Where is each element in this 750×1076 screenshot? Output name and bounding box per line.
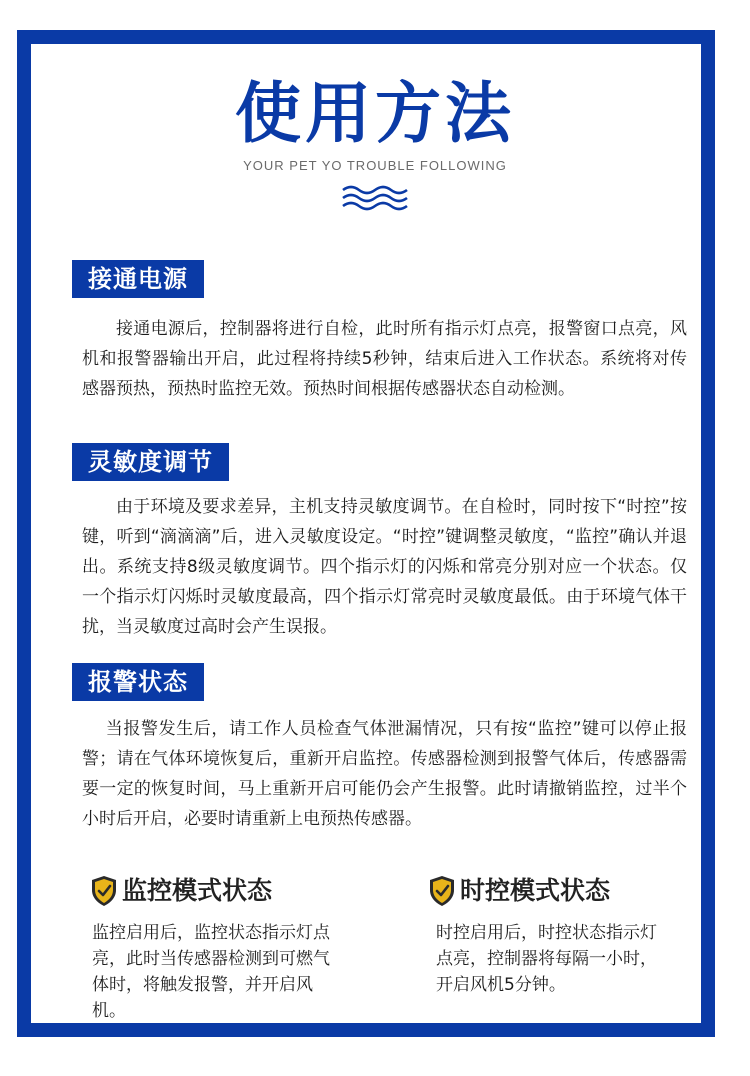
page-subtitle: YOUR PET YO TROUBLE FOLLOWING — [243, 158, 507, 173]
wave-icon — [341, 184, 409, 214]
section-text-power: 接通电源后，控制器将进行自检，此时所有指示灯点亮，报警窗口点亮，风机和报警器输出开启，此过程将持续5秒钟，结束后进入工作状态。系统将对传感器预热，预热时监控无效。预热时间根据传感器状态自动检测。 — [82, 319, 687, 399]
monitor-mode-text: 监控启用后，监控状态指示灯点亮，此时当传感器检测到可燃气体时，将触发报警，并开启风机。 — [92, 923, 330, 1021]
shield-icon — [90, 875, 118, 907]
timer-mode-text: 时控启用后，时控状态指示灯点亮，控制器将每隔一小时，开启风机5分钟。 — [436, 923, 657, 995]
monitor-mode-title: 监控模式状态 — [122, 876, 273, 905]
section-label-sensitivity: 灵敏度调节 — [72, 443, 229, 481]
shield-icon — [428, 875, 456, 907]
section-text-sensitivity: 由于环境及要求差异，主机支持灵敏度调节。在自检时，同时按下“时控”按键，听到“滴滴滴”后，进入灵敏度设定。“时控”键调整灵敏度，“监控”确认并退出。系统支持8级灵敏度调节。四个指示灯的闪烁和常亮分别对应一个状态。仅一个指示灯闪烁时灵敏度最高，四个指示灯常亮时灵敏度最低。由于环境气体干扰，当灵敏度过高时会产生误报。 — [82, 497, 687, 637]
section-text-alarm: 当报警发生后，请工作人员检查气体泄漏情况，只有按“监控”键可以停止报警；请在气体环境恢复后，重新开启监控。传感器检测到报警气体后，传感器需要一定的恢复时间，马上重新开启可能仍会产生报警。此时请撤销监控，过半个小时后开启，必要时请重新上电预热传感器。 — [82, 719, 687, 829]
page-title: 使用方法 — [235, 75, 515, 152]
monitor-mode-heading — [90, 873, 272, 909]
section-label-power: 接通电源 — [72, 260, 204, 298]
section-label-alarm: 报警状态 — [72, 663, 204, 701]
timer-mode-heading — [428, 873, 610, 909]
timer-mode-title: 时控模式状态 — [460, 876, 611, 905]
